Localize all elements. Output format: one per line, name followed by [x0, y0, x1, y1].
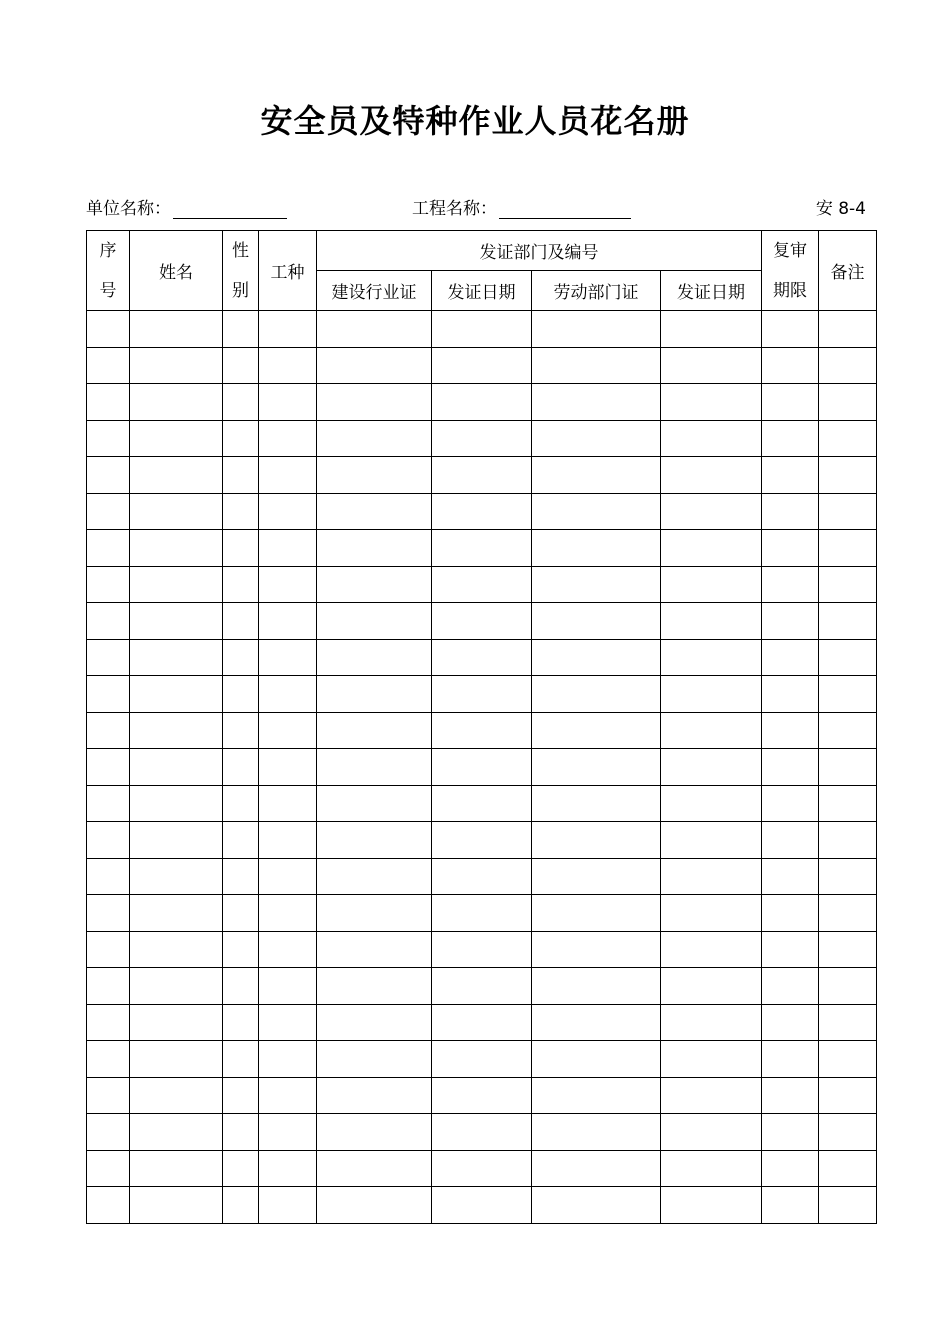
table-cell[interactable] — [661, 566, 762, 603]
table-cell[interactable] — [532, 676, 661, 713]
table-cell[interactable] — [317, 712, 432, 749]
table-cell[interactable] — [259, 712, 317, 749]
table-cell[interactable] — [317, 457, 432, 494]
table-cell[interactable] — [223, 603, 259, 640]
table-cell[interactable] — [87, 785, 130, 822]
table-cell[interactable] — [223, 895, 259, 932]
table-cell[interactable] — [259, 931, 317, 968]
header-cert-construction: 建设行业证 — [317, 271, 432, 311]
table-cell[interactable] — [762, 457, 819, 494]
table-cell[interactable] — [819, 1041, 877, 1078]
table-cell[interactable] — [661, 1187, 762, 1224]
table-cell[interactable] — [432, 931, 532, 968]
table-cell[interactable] — [130, 384, 223, 421]
table-cell[interactable] — [223, 749, 259, 786]
table-cell[interactable] — [432, 603, 532, 640]
table-cell[interactable] — [317, 420, 432, 457]
table-row — [87, 566, 877, 603]
table-cell[interactable] — [317, 639, 432, 676]
table-cell[interactable] — [317, 603, 432, 640]
table-cell[interactable] — [87, 1150, 130, 1187]
table-cell[interactable] — [432, 895, 532, 932]
table-cell[interactable] — [661, 603, 762, 640]
table-cell[interactable] — [819, 420, 877, 457]
table-cell[interactable] — [762, 1114, 819, 1151]
table-cell[interactable] — [432, 1041, 532, 1078]
table-cell[interactable] — [317, 931, 432, 968]
table-row — [87, 931, 877, 968]
table-cell[interactable] — [532, 420, 661, 457]
table-cell[interactable] — [223, 785, 259, 822]
table-cell[interactable] — [661, 968, 762, 1005]
table-cell[interactable] — [87, 311, 130, 348]
header-review-period: 复审 期限 — [762, 231, 819, 311]
table-cell[interactable] — [661, 822, 762, 859]
table-cell[interactable] — [87, 931, 130, 968]
table-cell[interactable] — [223, 639, 259, 676]
table-cell[interactable] — [762, 530, 819, 567]
table-cell[interactable] — [259, 311, 317, 348]
table-cell[interactable] — [819, 311, 877, 348]
table-row — [87, 384, 877, 421]
table-cell[interactable] — [223, 931, 259, 968]
table-cell[interactable] — [819, 347, 877, 384]
table-cell[interactable] — [762, 566, 819, 603]
table-cell[interactable] — [223, 676, 259, 713]
table-cell[interactable] — [87, 676, 130, 713]
table-cell[interactable] — [762, 347, 819, 384]
header-cert-date-1: 发证日期 — [432, 271, 532, 311]
table-cell[interactable] — [661, 895, 762, 932]
table-row — [87, 822, 877, 859]
project-name-field — [412, 194, 631, 219]
table-row — [87, 311, 877, 348]
table-cell[interactable] — [532, 457, 661, 494]
table-cell[interactable] — [819, 1114, 877, 1151]
table-row — [87, 1187, 877, 1224]
table-cell[interactable] — [259, 457, 317, 494]
table-cell[interactable] — [762, 420, 819, 457]
table-cell[interactable] — [532, 639, 661, 676]
table-cell[interactable] — [317, 1004, 432, 1041]
table-cell[interactable] — [532, 858, 661, 895]
table-cell[interactable] — [130, 1077, 223, 1114]
table-cell[interactable] — [661, 457, 762, 494]
table-cell[interactable] — [223, 311, 259, 348]
table-cell[interactable] — [223, 968, 259, 1005]
table-cell[interactable] — [259, 530, 317, 567]
table-cell[interactable] — [661, 311, 762, 348]
table-cell[interactable] — [87, 1187, 130, 1224]
table-cell[interactable] — [259, 420, 317, 457]
table-row — [87, 676, 877, 713]
table-cell[interactable] — [87, 1004, 130, 1041]
table-cell[interactable] — [259, 858, 317, 895]
table-cell[interactable] — [317, 676, 432, 713]
table-cell[interactable] — [259, 895, 317, 932]
table-cell[interactable] — [223, 712, 259, 749]
table-row — [87, 749, 877, 786]
table-cell[interactable] — [432, 785, 532, 822]
table-cell[interactable] — [432, 384, 532, 421]
table-cell[interactable] — [223, 493, 259, 530]
table-cell[interactable] — [87, 347, 130, 384]
table-cell[interactable] — [819, 457, 877, 494]
table-cell[interactable] — [130, 785, 223, 822]
table-cell[interactable] — [532, 311, 661, 348]
table-cell[interactable] — [317, 493, 432, 530]
table-cell[interactable] — [87, 1041, 130, 1078]
table-cell[interactable] — [223, 1077, 259, 1114]
table-cell[interactable] — [87, 384, 130, 421]
table-cell[interactable] — [259, 384, 317, 421]
table-cell[interactable] — [762, 1187, 819, 1224]
table-cell[interactable] — [259, 1150, 317, 1187]
table-row — [87, 1114, 877, 1151]
table-cell[interactable] — [532, 1114, 661, 1151]
table-cell[interactable] — [532, 1077, 661, 1114]
table-cell[interactable] — [762, 968, 819, 1005]
table-cell[interactable] — [762, 822, 819, 859]
table-cell[interactable] — [317, 311, 432, 348]
header-cert-labor: 劳动部门证 — [532, 271, 661, 311]
table-row — [87, 493, 877, 530]
header-name: 姓名 — [130, 231, 223, 311]
table-cell[interactable] — [87, 566, 130, 603]
header-cert-date-2: 发证日期 — [661, 271, 762, 311]
table-cell[interactable] — [223, 858, 259, 895]
table-cell[interactable] — [317, 566, 432, 603]
header-gender: 性 别 — [223, 231, 259, 311]
table-cell[interactable] — [819, 384, 877, 421]
table-cell[interactable] — [87, 530, 130, 567]
table-cell[interactable] — [259, 822, 317, 859]
form-code: 安 8-4 — [815, 199, 866, 219]
table-cell[interactable] — [259, 785, 317, 822]
table-cell[interactable] — [317, 347, 432, 384]
table-row — [87, 712, 877, 749]
table-cell[interactable] — [432, 530, 532, 567]
table-cell[interactable] — [259, 1041, 317, 1078]
table-cell[interactable] — [317, 1077, 432, 1114]
table-cell[interactable] — [661, 1077, 762, 1114]
table-cell[interactable] — [532, 566, 661, 603]
unit-name-blank[interactable] — [173, 201, 287, 219]
table-cell[interactable] — [432, 858, 532, 895]
table-cell[interactable] — [259, 1004, 317, 1041]
table-cell[interactable] — [259, 1077, 317, 1114]
table-cell[interactable] — [762, 676, 819, 713]
table-cell[interactable] — [432, 1004, 532, 1041]
table-row — [87, 639, 877, 676]
table-cell[interactable] — [532, 822, 661, 859]
table-cell[interactable] — [87, 493, 130, 530]
table-cell[interactable] — [87, 420, 130, 457]
table-cell[interactable] — [130, 1114, 223, 1151]
table-cell[interactable] — [223, 384, 259, 421]
table-cell[interactable] — [661, 858, 762, 895]
document-title: 安全员及特种作业人员花名册 — [260, 102, 690, 140]
table-cell[interactable] — [819, 968, 877, 1005]
table-cell[interactable] — [532, 493, 661, 530]
header-remarks: 备注 — [819, 231, 877, 311]
table-cell[interactable] — [259, 968, 317, 1005]
table-cell[interactable] — [532, 931, 661, 968]
table-cell[interactable] — [223, 1150, 259, 1187]
table-cell[interactable] — [87, 822, 130, 859]
table-cell[interactable] — [432, 1114, 532, 1151]
table-cell[interactable] — [532, 712, 661, 749]
table-cell[interactable] — [762, 1077, 819, 1114]
table-cell[interactable] — [317, 1150, 432, 1187]
table-cell[interactable] — [432, 457, 532, 494]
table-row — [87, 347, 877, 384]
table-cell[interactable] — [87, 712, 130, 749]
roster-table — [86, 230, 877, 1224]
table-cell[interactable] — [532, 895, 661, 932]
table-cell[interactable] — [661, 1041, 762, 1078]
table-row — [87, 895, 877, 932]
table-cell[interactable] — [532, 968, 661, 1005]
table-cell[interactable] — [819, 1004, 877, 1041]
table-cell[interactable] — [661, 931, 762, 968]
table-cell[interactable] — [432, 1187, 532, 1224]
table-cell[interactable] — [661, 384, 762, 421]
table-cell[interactable] — [130, 858, 223, 895]
table-cell[interactable] — [130, 311, 223, 348]
header-job-type: 工种 — [259, 231, 317, 311]
table-cell[interactable] — [661, 530, 762, 567]
table-cell[interactable] — [259, 1114, 317, 1151]
table-cell[interactable] — [762, 1150, 819, 1187]
table-cell[interactable] — [661, 1114, 762, 1151]
table-cell[interactable] — [661, 493, 762, 530]
table-cell[interactable] — [819, 895, 877, 932]
table-cell[interactable] — [432, 347, 532, 384]
table-cell[interactable] — [130, 822, 223, 859]
table-cell[interactable] — [87, 749, 130, 786]
table-cell[interactable] — [532, 530, 661, 567]
table-cell[interactable] — [661, 785, 762, 822]
table-cell[interactable] — [317, 1187, 432, 1224]
table-cell[interactable] — [130, 895, 223, 932]
table-cell[interactable] — [317, 530, 432, 567]
table-cell[interactable] — [762, 1041, 819, 1078]
table-cell[interactable] — [661, 749, 762, 786]
table-cell[interactable] — [432, 1150, 532, 1187]
table-cell[interactable] — [259, 347, 317, 384]
table-row — [87, 1150, 877, 1187]
table-cell[interactable] — [819, 639, 877, 676]
table-cell[interactable] — [532, 785, 661, 822]
table-cell[interactable] — [130, 676, 223, 713]
table-cell[interactable] — [223, 822, 259, 859]
table-cell[interactable] — [317, 822, 432, 859]
table-cell[interactable] — [532, 347, 661, 384]
table-cell[interactable] — [661, 712, 762, 749]
table-cell[interactable] — [223, 1004, 259, 1041]
table-cell[interactable] — [223, 1114, 259, 1151]
table-cell[interactable] — [87, 457, 130, 494]
table-cell[interactable] — [432, 1077, 532, 1114]
table-row — [87, 968, 877, 1005]
table-cell[interactable] — [223, 347, 259, 384]
table-cell[interactable] — [819, 712, 877, 749]
table-cell[interactable] — [532, 749, 661, 786]
table-cell[interactable] — [432, 493, 532, 530]
table-row — [87, 457, 877, 494]
table-cell[interactable] — [819, 858, 877, 895]
table-cell[interactable] — [819, 931, 877, 968]
table-row — [87, 858, 877, 895]
table-cell[interactable] — [819, 493, 877, 530]
table-cell[interactable] — [130, 1041, 223, 1078]
table-cell[interactable] — [130, 530, 223, 567]
table-cell[interactable] — [432, 712, 532, 749]
table-cell[interactable] — [532, 384, 661, 421]
table-cell[interactable] — [661, 639, 762, 676]
header-cert-group: 发证部门及编号 — [317, 231, 762, 271]
table-cell[interactable] — [762, 712, 819, 749]
table-cell[interactable] — [130, 968, 223, 1005]
meta-row — [86, 194, 876, 218]
table-cell[interactable] — [87, 639, 130, 676]
table-cell[interactable] — [819, 822, 877, 859]
table-cell[interactable] — [317, 1041, 432, 1078]
table-cell[interactable] — [762, 639, 819, 676]
table-cell[interactable] — [223, 530, 259, 567]
table-cell[interactable] — [223, 1187, 259, 1224]
table-row — [87, 530, 877, 567]
table-cell[interactable] — [432, 420, 532, 457]
table-cell[interactable] — [661, 347, 762, 384]
table-cell[interactable] — [762, 311, 819, 348]
table-cell[interactable] — [819, 1187, 877, 1224]
table-cell[interactable] — [432, 639, 532, 676]
table-cell[interactable] — [130, 603, 223, 640]
table-cell[interactable] — [762, 895, 819, 932]
table-cell[interactable] — [317, 384, 432, 421]
table-cell[interactable] — [130, 712, 223, 749]
table-cell[interactable] — [819, 1077, 877, 1114]
unit-name-field — [86, 194, 287, 219]
table-cell[interactable] — [762, 384, 819, 421]
table-cell[interactable] — [661, 1150, 762, 1187]
table-cell[interactable] — [259, 493, 317, 530]
table-cell[interactable] — [130, 1150, 223, 1187]
table-cell[interactable] — [223, 1041, 259, 1078]
table-cell[interactable] — [532, 1187, 661, 1224]
table-cell[interactable] — [762, 603, 819, 640]
table-cell[interactable] — [532, 1041, 661, 1078]
table-cell[interactable] — [130, 347, 223, 384]
project-name-label: 工程名称： — [412, 199, 497, 219]
table-cell[interactable] — [819, 566, 877, 603]
table-cell[interactable] — [130, 493, 223, 530]
table-cell[interactable] — [819, 749, 877, 786]
table-cell[interactable] — [317, 858, 432, 895]
table-cell[interactable] — [819, 603, 877, 640]
table-cell[interactable] — [87, 968, 130, 1005]
table-cell[interactable] — [259, 639, 317, 676]
table-cell[interactable] — [762, 931, 819, 968]
table-cell[interactable] — [432, 822, 532, 859]
table-row — [87, 785, 877, 822]
table-cell[interactable] — [532, 1004, 661, 1041]
table-cell[interactable] — [130, 566, 223, 603]
table-cell[interactable] — [432, 749, 532, 786]
unit-name-label: 单位名称： — [86, 199, 171, 219]
table-cell[interactable] — [762, 1004, 819, 1041]
table-row — [87, 603, 877, 640]
table-cell[interactable] — [432, 566, 532, 603]
table-cell[interactable] — [819, 676, 877, 713]
project-name-blank[interactable] — [499, 201, 631, 219]
table-cell[interactable] — [130, 749, 223, 786]
table-cell[interactable] — [532, 603, 661, 640]
table-cell[interactable] — [259, 603, 317, 640]
table-cell[interactable] — [819, 530, 877, 567]
table-cell[interactable] — [130, 931, 223, 968]
table-cell[interactable] — [317, 749, 432, 786]
table-cell[interactable] — [317, 1114, 432, 1151]
table-cell[interactable] — [432, 968, 532, 1005]
table-row — [87, 420, 877, 457]
table-cell[interactable] — [432, 311, 532, 348]
table-cell[interactable] — [130, 1187, 223, 1224]
table-row — [87, 1077, 877, 1114]
table-cell[interactable] — [87, 1077, 130, 1114]
table-cell[interactable] — [259, 749, 317, 786]
table-cell[interactable] — [130, 1004, 223, 1041]
table-cell[interactable] — [819, 1150, 877, 1187]
table-cell[interactable] — [130, 457, 223, 494]
header-seq: 序 号 — [87, 231, 130, 311]
table-cell[interactable] — [661, 420, 762, 457]
table-cell[interactable] — [762, 785, 819, 822]
table-cell[interactable] — [130, 420, 223, 457]
table-cell[interactable] — [87, 858, 130, 895]
roster-body — [87, 311, 877, 1224]
table-cell[interactable] — [223, 457, 259, 494]
table-row — [87, 1041, 877, 1078]
table-cell[interactable] — [819, 785, 877, 822]
table-cell[interactable] — [87, 1114, 130, 1151]
table-cell[interactable] — [87, 895, 130, 932]
table-cell[interactable] — [223, 566, 259, 603]
table-cell[interactable] — [223, 420, 259, 457]
table-cell[interactable] — [259, 566, 317, 603]
table-cell[interactable] — [762, 749, 819, 786]
table-row — [87, 1004, 877, 1041]
table-cell[interactable] — [317, 785, 432, 822]
table-cell[interactable] — [259, 1187, 317, 1224]
table-cell[interactable] — [317, 895, 432, 932]
table-cell[interactable] — [432, 676, 532, 713]
table-cell[interactable] — [661, 1004, 762, 1041]
table-cell[interactable] — [259, 676, 317, 713]
table-cell[interactable] — [317, 968, 432, 1005]
table-cell[interactable] — [661, 676, 762, 713]
table-cell[interactable] — [762, 858, 819, 895]
table-cell[interactable] — [762, 493, 819, 530]
table-cell[interactable] — [87, 603, 130, 640]
table-cell[interactable] — [130, 639, 223, 676]
table-cell[interactable] — [532, 1150, 661, 1187]
